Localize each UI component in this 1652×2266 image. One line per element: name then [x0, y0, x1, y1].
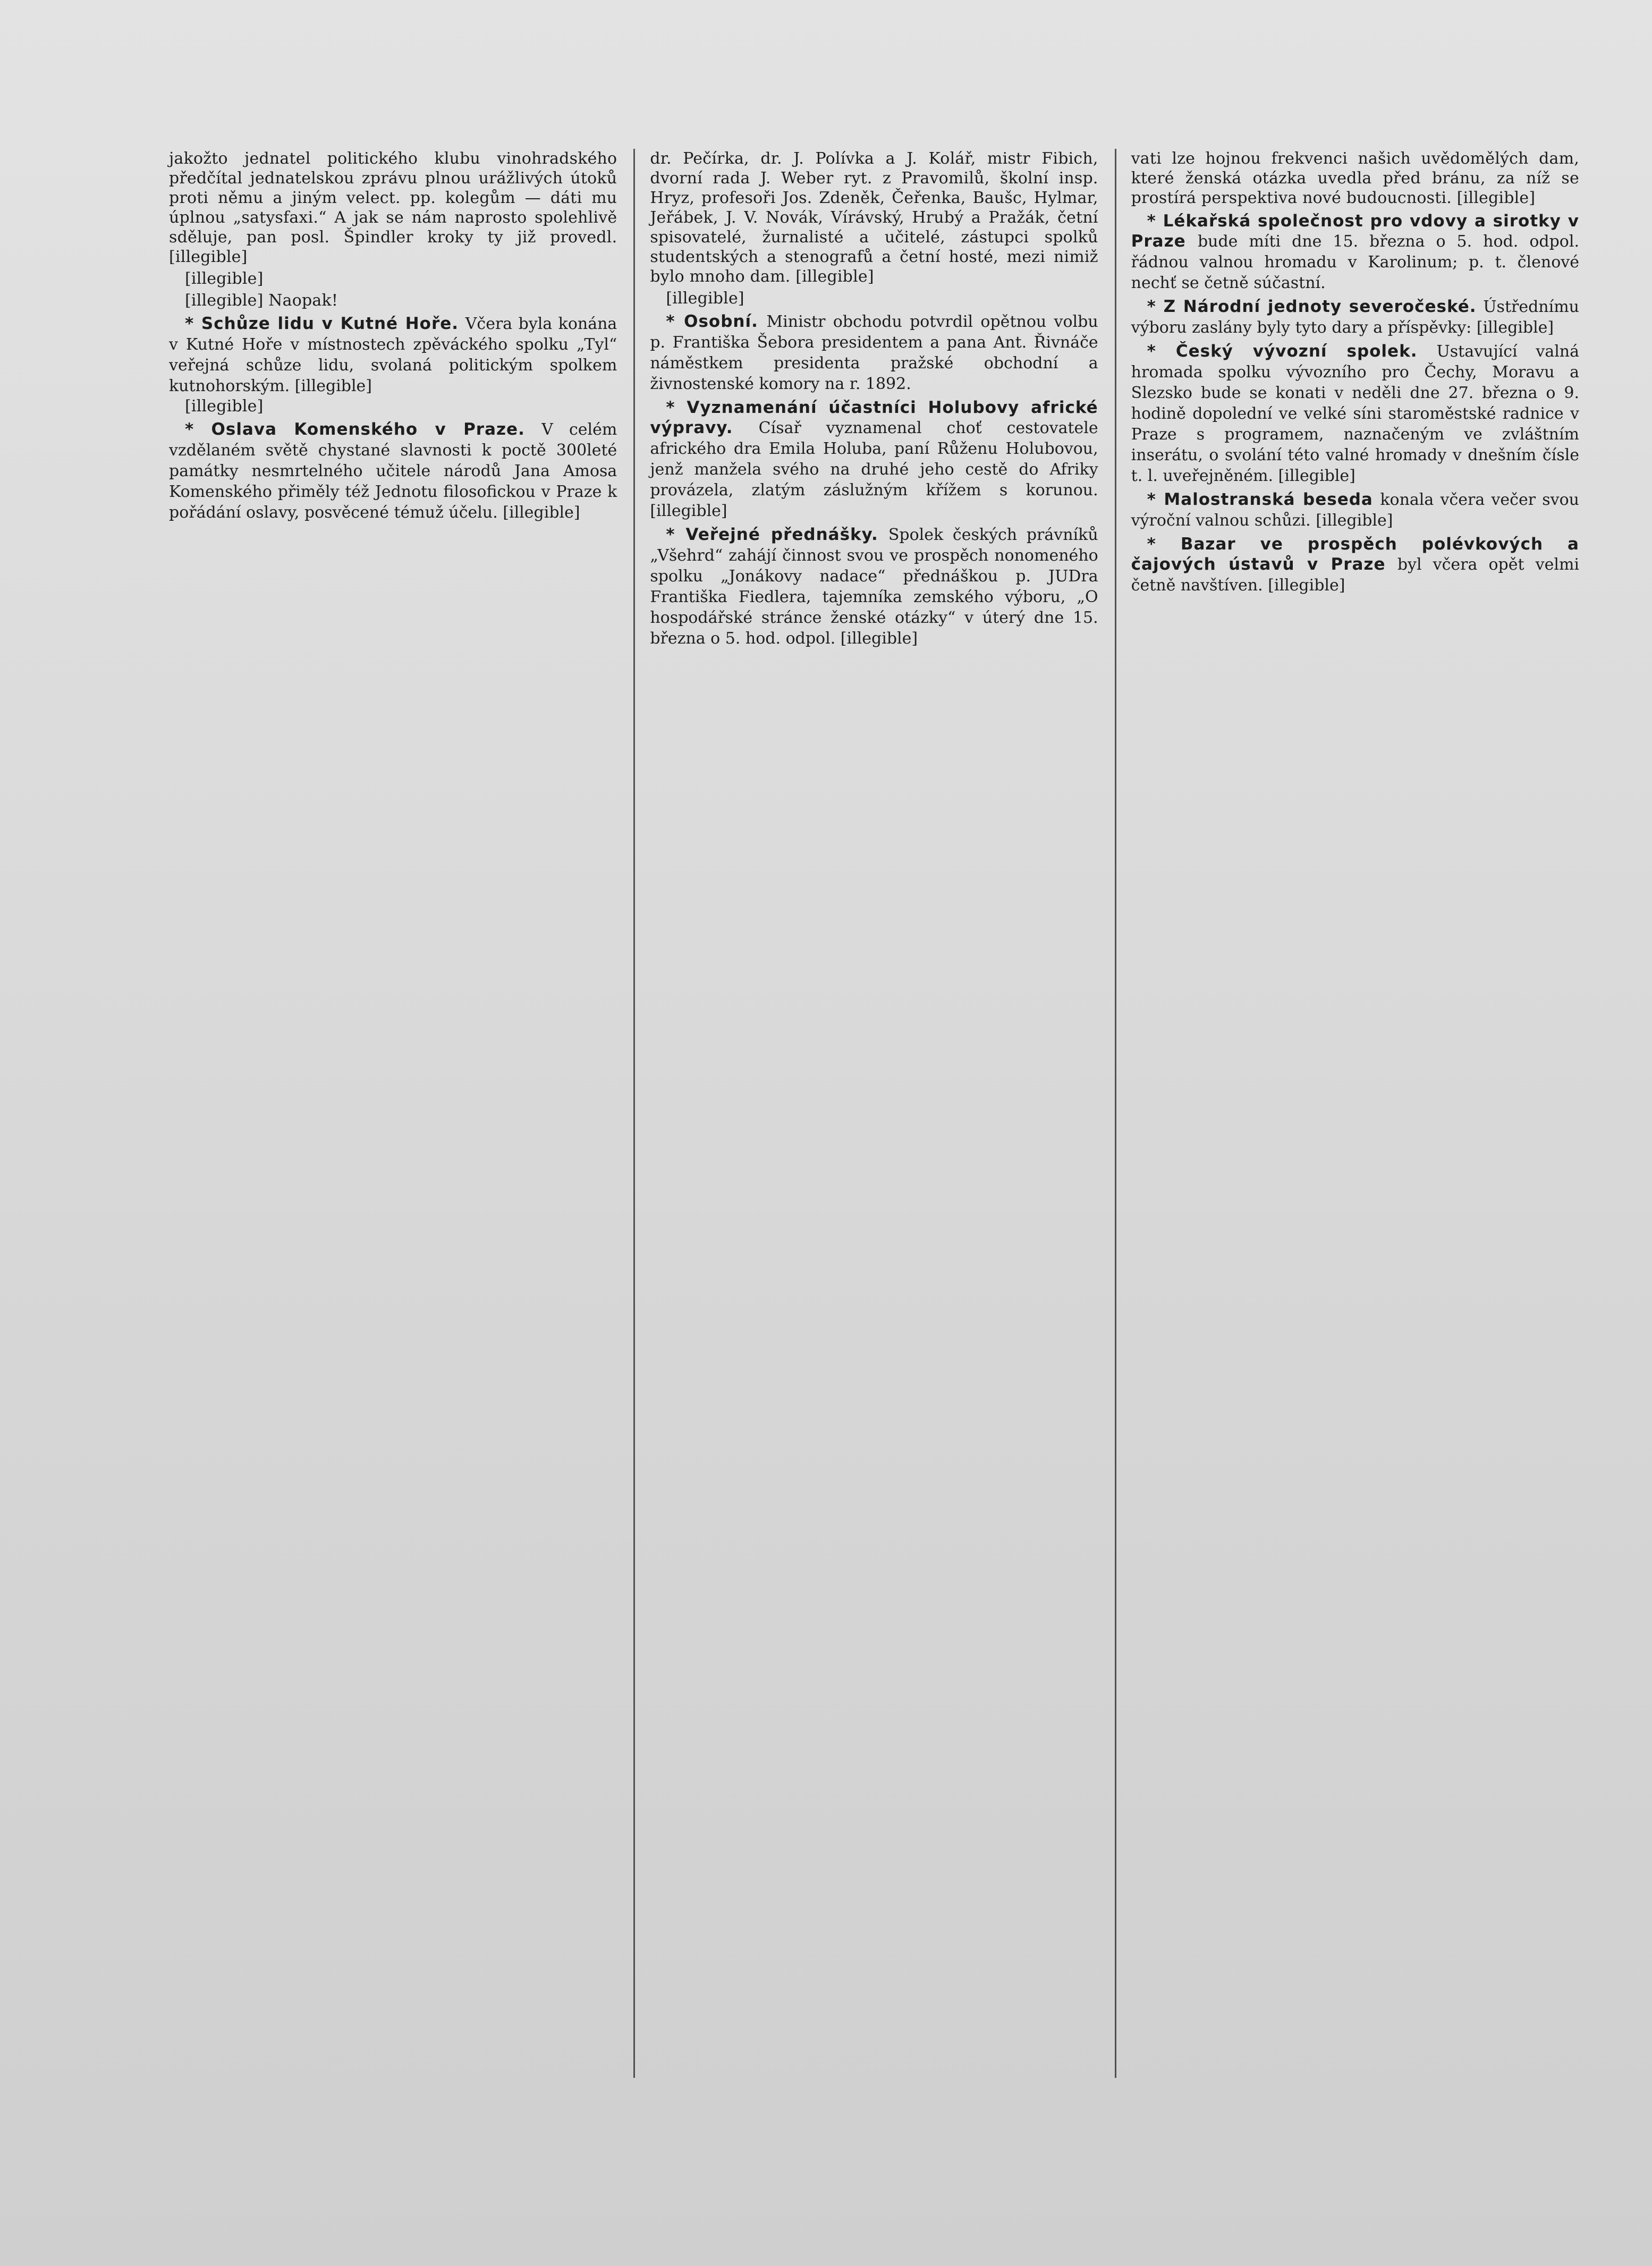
- headline-lead-text: Včera byla konána v Kutné Hoře v místnostech zpěváckého spolku „Tyl“ veřejná schůze lidu, svolaná politickým spolkem kutnohorským. [illegible]: [169, 315, 617, 395]
- headline-lead-text: byl včera opět velmi četně navštíven. [illegible]: [1131, 555, 1579, 595]
- headline-title: * Schůze lidu v Kutné Hoře.: [185, 314, 459, 333]
- headline-lead-text: Ustavující valná hromada spolku vývozního pro Čechy, Moravu a Slezsko bude se konati v neděli dne 27. března o 9. hodině dopolední ve velké síni staroměstské radnice v Praze s programem, naznačeným ve zvláštním inserátu, o svolání této valné hromady v dnešním čísle t. l. uveřejněném. [illegible]: [1131, 342, 1580, 485]
- headline-title: * Veřejné přednášky.: [666, 525, 878, 544]
- headline-title: * Malostranská beseda: [1147, 490, 1373, 509]
- headline-title: * Vyznamenání účastníci Holubovy africké výpravy.: [650, 398, 1098, 437]
- headline-lead-text: Císař vyznamenal choť cestovatele afrického dra Emila Holuba, paní Růženu Holubovou, jenž manžela svého na druhé jeho cestě do Afriky provázela, zlatým záslužným křížem s korunou. [illegible]: [650, 419, 1098, 520]
- headline-title: * Lékařská společnost pro vdovy a sirotky v Praze: [1131, 212, 1579, 251]
- text-columns: [159, 149, 1589, 2078]
- headline-title: * Osobní.: [666, 312, 758, 331]
- headline-lead-text: Ústřednímu výboru zaslány byly tyto dary a příspěvky: [illegible]: [1131, 298, 1579, 337]
- headline-lead-text: bude míti dne 15. března o 5. hod. odpol. řádnou valnou hromadu v Karolinum; p. t. členové nechť se četně súčastní.: [1131, 232, 1579, 292]
- column-middle: [640, 149, 1107, 2078]
- headline-title: * Bazar ve prospěch polévkových a čajových ústavů v Praze: [1131, 535, 1579, 574]
- headline-lead-text: Spolek českých právníků „Všehrd“ zahájí činnost svou ve prospěch nonomeného spolku „Jonákovy nadace“ přednáškou p. JUDra Františka Fiedlera, tajemníka zemského výboru, „O hospodářské stránce ženské otázky“ v úterý dne 15. března o 5. hod. odpol. [illegible]: [650, 526, 1098, 648]
- article-headline: [1131, 297, 1579, 338]
- article-headline: [169, 314, 617, 396]
- article-paragraph: jakožto jednatel politického klubu vinohradského předčítal jednatelskou zprávu plnou urážlivých útoků proti němu a jiným velect. pp. kolegům — dáti mu úplnou „satysfaxi.“ A jak se nám naprosto spolehlivě sděluje, pan posl. Špindler kroky ty již provedl. [illegible]: [169, 149, 617, 266]
- headline-lead-text: V celém vzdělaném světě chystané slavnosti k poctě 300leté památky nesmrtelného učitele národů Jana Amosa Komenského přiměly též Jednotu filosofickou v Praze k pořádání oslavy, posvěcené témuž účelu. [illegible]: [169, 420, 617, 522]
- article-paragraph: dr. Pečírka, dr. J. Polívka a J. Kolář, mistr Fibich, dvorní rada J. Weber ryt. z Pravomilů, školní insp. Hryz, profesoři Jos. Zdeněk, Čeřenka, Baušc, Hylmar, Jeřábek, J. V. Novák, Vírávský, Hrubý a Pražák, četní spisovatelé, žurnalisté a učitelé, zástupci spolků studentských a stenografů a četní hosté, mezi nimiž bylo mnoho dam. [illegible]: [650, 149, 1098, 286]
- article-headline: [1131, 341, 1579, 486]
- article-headline: [1131, 489, 1579, 531]
- article-headline: [650, 311, 1098, 394]
- column-right: [1122, 149, 1589, 2078]
- article-headline: [1131, 211, 1579, 293]
- article-paragraph: [illegible]: [185, 269, 264, 288]
- article-paragraph: [illegible]: [666, 289, 744, 308]
- article-headline: [1131, 534, 1579, 596]
- article-headline: [650, 525, 1098, 649]
- column-rule: [1115, 149, 1116, 2078]
- headline-title: * Oslava Komenského v Praze.: [185, 420, 525, 439]
- article-paragraph: [illegible]: [185, 397, 264, 416]
- article-paragraph: vati lze hojnou frekvenci našich uvědomělých dam, které ženská otázka uvedla před bránu, za níž se prostírá perspektiva nové budoucnosti. [illegible]: [1131, 149, 1579, 207]
- article-paragraph: [illegible] Naopak!: [185, 291, 338, 310]
- article-headline: [169, 419, 617, 523]
- article-headline: [650, 398, 1098, 521]
- column-left: [159, 149, 626, 2078]
- headline-lead-text: konala včera večer svou výroční valnou schůzi. [illegible]: [1131, 491, 1579, 530]
- headline-title: * Z Národní jednoty severočeské.: [1147, 297, 1477, 316]
- column-rule: [633, 149, 635, 2078]
- headline-lead-text: Ministr obchodu potvrdil opětnou volbu p. Františka Šebora presidentem a pana Ant. Řivnáče náměstkem presidenta pražské obchodní a živnostenské komory na r. 1892.: [650, 312, 1098, 393]
- headline-title: * Český vývozní spolek.: [1147, 342, 1418, 361]
